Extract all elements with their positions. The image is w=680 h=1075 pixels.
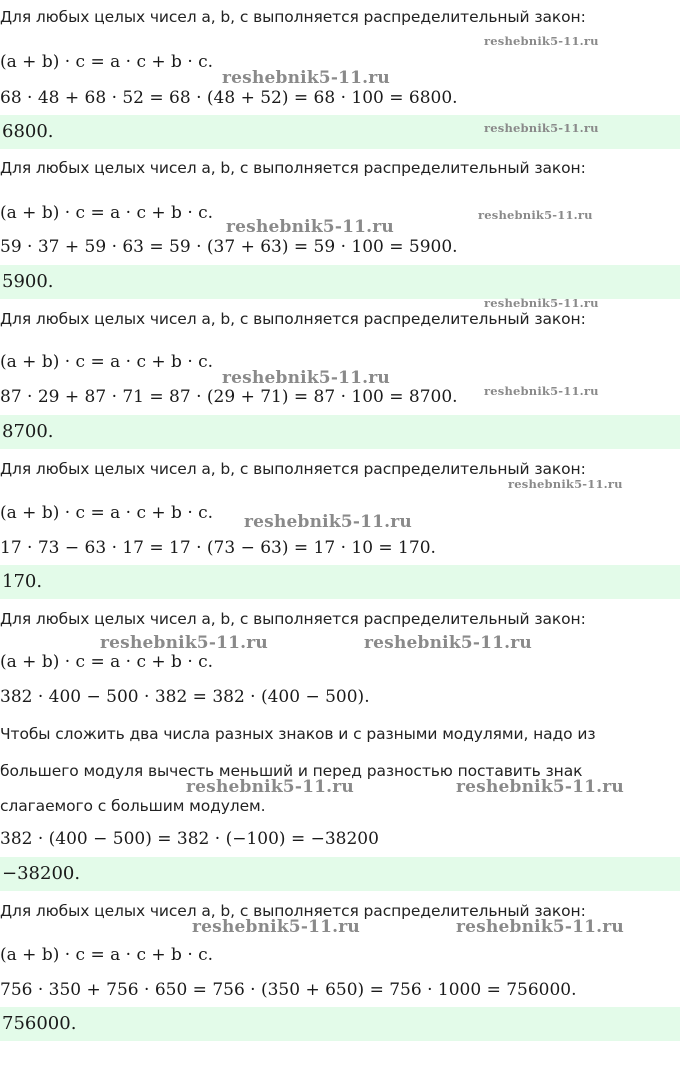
watermark: reshebnik5-11.ru: [186, 777, 354, 797]
watermark: reshebnik5-11.ru: [456, 777, 624, 797]
sign-rule-line-3: слагаемого с большим модулем.: [0, 797, 266, 815]
watermark: reshebnik5-11.ru: [100, 633, 268, 653]
rule-text: Для любых целых чисел a, b, c выполняется распределительный закон:: [0, 159, 586, 177]
watermark: reshebnik5-11.ru: [244, 512, 412, 532]
formula: (a + b) · c = a · c + b · c.: [0, 203, 214, 223]
watermark: reshebnik5-11.ru: [484, 34, 599, 48]
rule-text: Для любых целых чисел a, b, c выполняется распределительный закон:: [0, 902, 586, 920]
watermark: reshebnik5-11.ru: [456, 917, 624, 937]
watermark: reshebnik5-11.ru: [478, 208, 593, 222]
formula: (a + b) · c = a · c + b · c.: [0, 945, 214, 965]
calculation-result: 382 · (400 − 500) = 382 · (−100) = −38200: [0, 829, 379, 849]
calculation: 382 · 400 − 500 · 382 = 382 · (400 − 500).: [0, 687, 370, 707]
formula: (a + b) · c = a · c + b · c.: [0, 352, 214, 372]
watermark: reshebnik5-11.ru: [222, 368, 390, 388]
answer-value: 170.: [2, 571, 43, 592]
answer-value: 5900.: [2, 271, 54, 292]
formula: (a + b) · c = a · c + b · c.: [0, 503, 214, 523]
watermark: reshebnik5-11.ru: [226, 217, 394, 237]
answer-box: [0, 415, 680, 449]
formula: (a + b) · c = a · c + b · c.: [0, 52, 214, 72]
formula: (a + b) · c = a · c + b · c.: [0, 652, 214, 672]
answer-box: [0, 1007, 680, 1041]
watermark: reshebnik5-11.ru: [508, 477, 623, 491]
rule-text: Для любых целых чисел a, b, c выполняется распределительный закон:: [0, 310, 586, 328]
answer-box: [0, 565, 680, 599]
calculation: 87 · 29 + 87 · 71 = 87 · (29 + 71) = 87 · 100 = 8700.: [0, 387, 458, 407]
answer-value: 8700.: [2, 421, 54, 442]
calculation: 68 · 48 + 68 · 52 = 68 · (48 + 52) = 68 · 100 = 6800.: [0, 88, 458, 108]
watermark: reshebnik5-11.ru: [484, 121, 599, 135]
watermark: reshebnik5-11.ru: [222, 68, 390, 88]
sign-rule-line-1: Чтобы сложить два числа разных знаков и с разными модулями, надо из: [0, 725, 596, 743]
answer-value: 6800.: [2, 121, 54, 142]
rule-text: Для любых целых чисел a, b, c выполняется распределительный закон:: [0, 8, 586, 26]
sign-rule-line-2: большего модуля вычесть меньший и перед разностью поставить знак: [0, 762, 583, 780]
answer-box: [0, 265, 680, 299]
watermark: reshebnik5-11.ru: [192, 917, 360, 937]
watermark: reshebnik5-11.ru: [484, 384, 599, 398]
calculation: 756 · 350 + 756 · 650 = 756 · (350 + 650) = 756 · 1000 = 756000.: [0, 980, 577, 1000]
answer-value: 756000.: [2, 1013, 77, 1034]
calculation: 59 · 37 + 59 · 63 = 59 · (37 + 63) = 59 · 100 = 5900.: [0, 237, 458, 257]
rule-text: Для любых целых чисел a, b, c выполняется распределительный закон:: [0, 610, 586, 628]
calculation: 17 · 73 − 63 · 17 = 17 · (73 − 63) = 17 · 10 = 170.: [0, 538, 436, 558]
watermark: reshebnik5-11.ru: [364, 633, 532, 653]
rule-text: Для любых целых чисел a, b, c выполняется распределительный закон:: [0, 460, 586, 478]
answer-value: −38200.: [2, 863, 81, 884]
answer-box: [0, 857, 680, 891]
watermark: reshebnik5-11.ru: [484, 296, 599, 310]
